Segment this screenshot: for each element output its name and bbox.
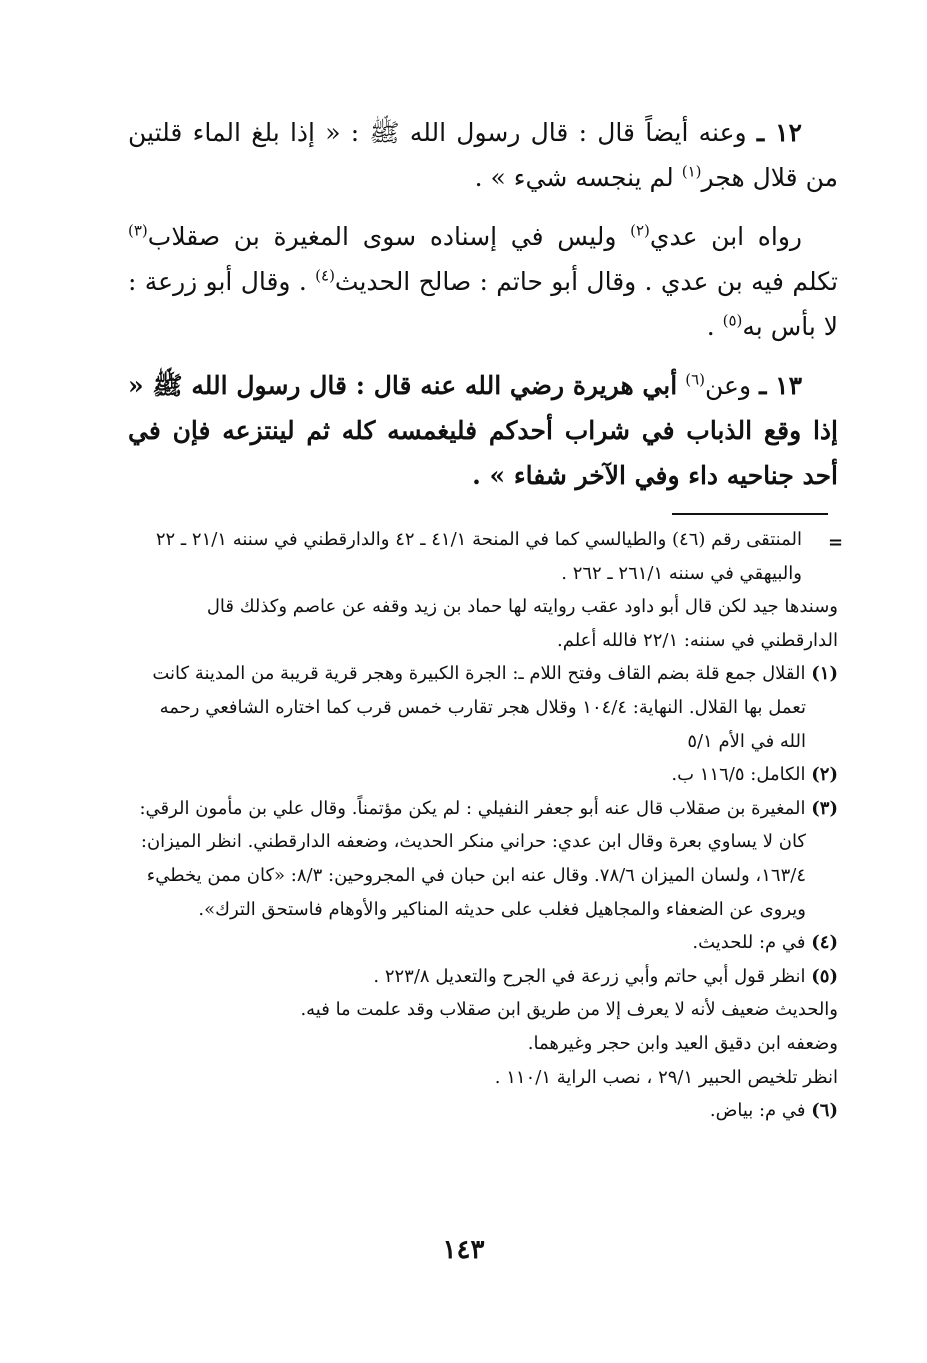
commentary-paragraph xyxy=(128,214,838,349)
footnote-5-number: (٥) xyxy=(811,965,838,987)
footnote-continuation-2: وسندها جيد لكن قال أبو داود عقب روايته لها حماد بن زيد وقفه عن عاصم وكذلك قال الدارقطني في سننه: ٢٢/١ فالله أعلم. xyxy=(206,596,838,651)
commentary-text-b: وليس في إسناده سوى المغيرة بن صقلاب xyxy=(147,222,617,251)
hadith-13-text-b: أبي هريرة رضي الله عنه قال : قال رسول الله ﷺ « إذا وقع الذباب في شراب أحدكم فليغمسه كله ثم لينتزعه فإن في أحد جناحيه داء وفي الآخر شفاء » . xyxy=(128,371,838,490)
hadith-13-text-a: وعن xyxy=(705,371,752,400)
footnote-5-text: انظر قول أبي حاتم وأبي زرعة في الجرح والتعديل ٢٢٣/٨ . xyxy=(373,965,806,987)
hadith-12 xyxy=(128,110,838,200)
main-text xyxy=(128,110,838,512)
page-number: ١٤٣ xyxy=(442,1235,485,1265)
footnote-3 xyxy=(128,792,838,926)
footnotes xyxy=(128,523,838,1128)
footnote-ref-6[interactable]: (٦) xyxy=(685,370,705,389)
footnote-ref-1[interactable]: (١) xyxy=(681,162,702,181)
footnote-ref-5[interactable]: (٥) xyxy=(722,311,743,330)
footnote-continuation-1: المنتقى رقم (٤٦) والطيالسي كما في المنحة ٤١/١ ـ ٤٢ والدارقطني في سننه ٢١/١ ـ ٢٢ والبيهقي في سننه ٢٦١/١ ـ ٢٦٢ . xyxy=(155,529,802,584)
commentary-text-c: تكلم فيه بن عدي . وقال أبو حاتم : صالح الحديث xyxy=(334,267,839,296)
footnote-3-number: (٣) xyxy=(811,797,838,819)
commentary-text-d: . وقال أبو زرعة : لا بأس به xyxy=(128,267,838,341)
hadith-13 xyxy=(128,363,838,498)
footnote-5-note-1: والحديث ضعيف لأنه لا يعرف إلا من طريق ابن صقلاب وقد علمت ما فيه. xyxy=(300,999,838,1021)
hadith-12-text-b: لم ينجسه شيء » . xyxy=(474,163,674,192)
hadith-12-text-a: وعنه أيضاً قال : قال رسول الله ﷺ : « إذا بلغ الماء قلتين من قلال هجر xyxy=(128,118,838,192)
footnote-ref-3[interactable]: (٣) xyxy=(128,221,148,240)
continuation-mark: = xyxy=(828,532,844,553)
footnote-4-number: (٤) xyxy=(811,932,838,954)
footnote-2-number: (٢) xyxy=(811,764,838,786)
footnote-ref-4[interactable]: (٤) xyxy=(315,266,335,285)
footnote-1 xyxy=(128,657,838,758)
commentary-text-a: رواه ابن عدي xyxy=(649,222,802,251)
footnote-2-text: الكامل: ١١٦/٥ ب. xyxy=(671,764,806,786)
hadith-12-number: ١٢ ـ xyxy=(756,118,802,147)
footnote-ref-2[interactable]: (٢) xyxy=(630,221,650,240)
footnote-5-note-3: انظر تلخيص الحبير ٢٩/١ ، نصب الراية ١١٠/١ . xyxy=(494,1066,838,1088)
footnote-4-text: في م: للحديث. xyxy=(692,932,806,954)
footnote-6-number: (٦) xyxy=(811,1100,838,1122)
footnote-2 xyxy=(128,758,838,792)
footnote-6-text: في م: بياض. xyxy=(709,1100,806,1122)
footnote-5-note-2: وضعفه ابن دقيق العيد وابن حجر وغيرهما. xyxy=(527,1032,838,1054)
hadith-13-number: ١٣ ـ xyxy=(759,371,803,400)
footnote-1-number: (١) xyxy=(811,663,838,685)
footnote-5 xyxy=(128,960,838,994)
footnote-1-text: القلال جمع قلة بضم القاف وفتح اللام ـ: الجرة الكبيرة وهجر قرية قريبة من المدينة كانت تعمل بها القلال. النهاية: ١٠٤/٤ وقلال هجر تقارب خمس قرب كما اختاره الشافعي رحمه الله في الأم ٥/١ xyxy=(152,663,806,752)
footnote-6 xyxy=(128,1094,838,1128)
commentary-text-e: . xyxy=(706,312,715,341)
footnote-divider xyxy=(672,513,828,515)
footnote-3-text: المغيرة بن صقلاب قال عنه أبو جعفر النفيلي : لم يكن مؤتمناً. وقال علي بن مأمون الرقي: كان لا يساوي بعرة وقال ابن عدي: حراني منكر الحديث، وضعفه الدارقطني. انظر الميزان: ١٦٣/٤، ولسان الميزان ٧٨/٦. وقال عنه ابن حبان في المجروحين: ٨/٣: «كان ممن يخطيء ويروى عن الضعفاء والمجاهيل فغلب على حديثه المناكير والأوهام فاستحق الترك». xyxy=(139,797,806,920)
footnote-4 xyxy=(128,926,838,960)
